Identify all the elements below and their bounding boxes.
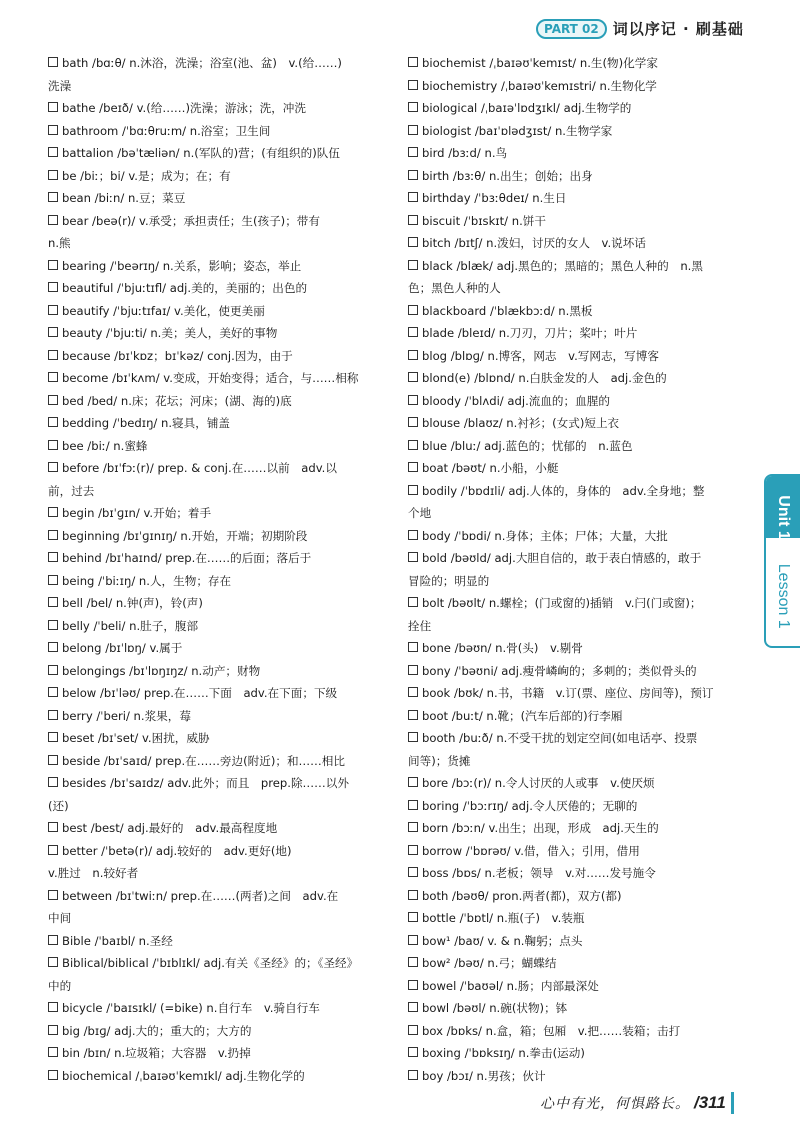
checkbox-icon[interactable] [48,642,58,652]
vocab-entry-continuation [408,502,753,525]
vocab-entry [408,525,753,548]
checkbox-icon[interactable] [48,620,58,630]
entry-text: being /ˈbiːɪŋ/ n.人，生物；存在 [62,573,232,588]
vocab-entry [48,930,393,953]
checkbox-icon[interactable] [408,1025,418,1035]
vocab-entry-continuation [48,795,393,818]
checkbox-icon[interactable] [48,260,58,270]
vocab-entry [408,75,753,98]
checkbox-icon[interactable] [408,485,418,495]
entry-text: beginning /bɪˈɡɪnɪŋ/ n.开始，开端；初期阶段 [62,528,308,543]
vocab-entry [48,682,393,705]
entry-text: biochemist /ˌbaɪəʊˈkemɪst/ n.生(物)化学家 [422,56,658,70]
vocab-entry [48,772,393,795]
entry-text: between /bɪˈtwiːn/ prep.在……(两者)之间 adv.在 [62,888,339,903]
entry-text: Bible /ˈbaɪbl/ n.圣经 [62,933,173,948]
entry-text: birth /bɜːθ/ n.出生；创始；出身 [422,168,593,183]
entry-text: bathe /beɪð/ v.(给……)洗澡；游泳；洗，冲洗 [62,101,306,115]
vocab-entry [48,840,393,863]
vocab-entry [48,120,393,143]
entry-text: boy /bɔɪ/ n.男孩；伙计 [422,1068,546,1083]
entry-text: 拴住 [408,618,432,633]
vocab-entry-continuation [408,750,753,773]
vocab-entry [408,952,753,975]
checkbox-icon[interactable] [48,395,58,405]
entry-text: born /bɔːn/ v.出生；出现，形成 adj.天生的 [422,821,659,835]
entry-text: 前，过去 [48,483,95,498]
checkbox-icon[interactable] [48,710,58,720]
entry-text: body /ˈbɒdi/ n.身体；主体；尸体；大量，大批 [422,528,668,543]
entry-text: bodily /ˈbɒdɪli/ adj.人体的，身体的 adv.全身地；整 [422,483,705,498]
vocab-entry [48,300,393,323]
vocab-entry [408,727,753,750]
vocab-entry [408,412,753,435]
vocab-entry [408,367,753,390]
entry-text: boring /ˈbɔːrɪŋ/ adj.令人厌倦的；无聊的 [422,798,638,813]
checkbox-icon[interactable] [408,192,418,202]
entry-text: beset /bɪˈset/ v.困扰，威胁 [62,731,210,745]
vocab-entry [48,435,393,458]
footer-accent-bar [731,1092,734,1114]
vocab-entry [408,1065,753,1088]
checkbox-icon[interactable] [408,912,418,922]
checkbox-icon[interactable] [48,417,58,427]
entry-text: bell /bel/ n.钟(声)，铃(声) [62,596,203,610]
checkbox-icon[interactable] [48,530,58,540]
checkbox-icon[interactable] [408,665,418,675]
vocab-entry [48,142,393,165]
entry-text: bone /bəʊn/ n.骨(头) v.剔骨 [422,641,583,655]
vocab-entry [48,997,393,1020]
checkbox-icon[interactable] [48,755,58,765]
vocab-entry [48,52,393,75]
checkbox-icon[interactable] [408,732,418,742]
checkbox-icon[interactable] [48,350,58,360]
checkbox-icon[interactable] [48,935,58,945]
checkbox-icon[interactable] [408,417,418,427]
entry-text: bathroom /ˈbɑːθruːm/ n.浴室；卫生间 [62,123,271,138]
entry-text: biochemical /ˌbaɪəʊˈkemɪkl/ adj.生物化学的 [62,1068,305,1083]
entry-text: bearing /ˈbeərɪŋ/ n.关系，影响；姿态，举止 [62,258,302,273]
checkbox-icon[interactable] [408,350,418,360]
checkbox-icon[interactable] [48,372,58,382]
checkbox-icon[interactable] [48,305,58,315]
vocab-entry [48,97,393,120]
vocab-entry [48,322,393,345]
vocab-entry [48,705,393,728]
entry-text: bedding /ˈbedɪŋ/ n.寝具，铺盖 [62,416,231,430]
vocab-entry [408,97,753,120]
page-footer [540,1092,734,1114]
unit-side-tab [764,474,800,648]
entry-text: bear /beə(r)/ v.承受；承担责任；生(孩子)；带有 [62,213,320,228]
entry-text: blue /bluː/ adj.蓝色的；忧郁的 n.蓝色 [422,438,633,453]
checkbox-icon[interactable] [48,192,58,202]
vocab-entry-continuation [48,75,393,98]
entry-text: bean /biːn/ n.豆；菜豆 [62,191,186,205]
entry-text: 中间 [48,911,72,925]
entry-text: because /bɪˈkɒz；bɪˈkəz/ conj.因为，由于 [62,348,293,363]
entry-text: bed /bed/ n.床；花坛；河床；(湖、海的)底 [62,393,292,408]
vocab-entry [48,187,393,210]
entry-text: bicycle /ˈbaɪsɪkl/ (=bike) n.自行车 v.骑自行车 [62,1001,320,1015]
vocab-entry [408,817,753,840]
entry-text: (还) [48,798,69,813]
entry-text: 色；黑色人种的人 [408,281,501,295]
vocab-entry [408,997,753,1020]
checkbox-icon[interactable] [48,215,58,225]
vocab-entry [408,255,753,278]
vocab-entry [408,142,753,165]
entry-text: biological /ˌbaɪəˈlɒdʒɪkl/ adj.生物学的 [422,101,632,115]
vocab-entry [408,907,753,930]
checkbox-icon[interactable] [48,462,58,472]
vocab-entry [408,660,753,683]
vocab-entry-continuation [408,570,753,593]
checkbox-icon[interactable] [48,552,58,562]
vocab-entry [48,727,393,750]
checkbox-icon[interactable] [408,867,418,877]
entry-text: bloody /ˈblʌdi/ adj.流血的；血腥的 [422,393,610,408]
entry-text: belong /bɪˈlɒŋ/ v.属于 [62,641,183,655]
checkbox-icon[interactable] [408,777,418,787]
entry-text: booth /buːð/ n.不受干扰的划定空间(如电话亭、投票 [422,731,698,745]
entry-text: become /bɪˈkʌm/ v.变成，开始变得；适合，与……相称 [62,371,359,385]
entry-text: beauty /ˈbjuːti/ n.美；美人，美好的事物 [62,326,278,340]
entry-text: biscuit /ˈbɪskɪt/ n.饼干 [422,213,546,228]
vocab-entry [48,1065,393,1088]
vocab-entry [408,840,753,863]
entry-text: Biblical/biblical /ˈbɪblɪkl/ adj.有关《圣经》的；《圣经》 [62,956,359,970]
vocab-entry [408,975,753,998]
entry-text: boot /buːt/ n.靴；(汽车后部的)行李厢 [422,708,623,723]
vocab-entry [48,210,393,233]
entry-text: bird /bɜːd/ n.鸟 [422,146,508,160]
checkbox-icon[interactable] [48,687,58,697]
checkbox-icon[interactable] [48,822,58,832]
vocab-entry-continuation [48,975,393,998]
vocab-entry-continuation [48,232,393,255]
checkbox-icon[interactable] [48,170,58,180]
vocab-entry [408,120,753,143]
entry-text: bony /ˈbəʊni/ adj.瘦骨嶙峋的；多刺的；类似骨头的 [422,663,697,678]
entry-text: v.胜过 n.较好者 [48,866,139,880]
checkbox-icon[interactable] [48,1070,58,1080]
entry-text: berry /ˈberi/ n.浆果，莓 [62,708,191,723]
checkbox-icon[interactable] [48,890,58,900]
vocab-entry [48,1020,393,1043]
checkbox-icon[interactable] [408,170,418,180]
entry-text: bitch /bɪtʃ/ n.泼妇，讨厌的女人 v.说坏话 [422,236,646,250]
vocab-entry [48,885,393,908]
vocab-entry [408,345,753,368]
lesson-label: Lesson 1 [775,563,792,629]
entry-text: bath /bɑːθ/ n.沐浴，洗澡；浴室(池、盆) v.(给……) [62,56,342,70]
checkbox-icon[interactable] [408,980,418,990]
checkbox-icon[interactable] [408,642,418,652]
vocab-entry [48,660,393,683]
vocab-entry-continuation [48,862,393,885]
entry-text: n.熊 [48,236,71,250]
entry-text: boxing /ˈbɒksɪŋ/ n.拳击(运动) [422,1046,585,1060]
vocab-entry [408,547,753,570]
entry-text: 洗澡 [48,78,72,93]
checkbox-icon[interactable] [408,327,418,337]
checkbox-icon[interactable] [48,282,58,292]
checkbox-icon[interactable] [408,80,418,90]
checkbox-icon[interactable] [408,687,418,697]
vocab-entry [408,165,753,188]
checkbox-icon[interactable] [48,440,58,450]
entry-text: bold /bəʊld/ adj.大胆自信的，敢于表白情感的，敢于 [422,551,702,565]
entry-text: birthday /ˈbɜːθdeɪ/ n.生日 [422,191,567,205]
checkbox-icon[interactable] [48,732,58,742]
entry-text: bin /bɪn/ n.垃圾箱；大容器 v.扔掉 [62,1046,251,1060]
entry-text: below /bɪˈləʊ/ prep.在……下面 adv.在下面；下级 [62,686,338,700]
unit-label: Unit 11 [775,495,792,548]
entry-text: belongings /bɪˈlɒŋɪŋz/ n.动产；财物 [62,663,261,678]
checkbox-icon[interactable] [408,890,418,900]
vocab-entry [48,817,393,840]
checkbox-icon[interactable] [408,530,418,540]
vocab-entry [408,637,753,660]
vocab-entry [408,480,753,503]
checkbox-icon[interactable] [48,575,58,585]
left-column [48,52,393,1087]
entry-text: blackboard /ˈblækbɔːd/ n.黑板 [422,303,593,318]
checkbox-icon[interactable] [48,102,58,112]
entry-text: big /bɪɡ/ adj.大的；重大的；大方的 [62,1023,252,1038]
entry-text: beautiful /ˈbjuːtɪfl/ adj.美的，美丽的；出色的 [62,281,308,295]
vocab-entry [408,1020,753,1043]
page-title: 词以序记 · 刷基础 [612,20,744,38]
vocab-entry [48,502,393,525]
entry-text: black /blæk/ adj.黑色的；黑暗的；黑色人种的 n.黑 [422,258,703,273]
vocab-entry [48,637,393,660]
vocab-entry-continuation [48,907,393,930]
vocab-entry [408,232,753,255]
entry-text: behind /bɪˈhaɪnd/ prep.在……的后面；落后于 [62,551,312,565]
entry-text: before /bɪˈfɔː(r)/ prep. & conj.在……以前 adv.以 [62,461,337,475]
vocab-entry [48,165,393,188]
checkbox-icon[interactable] [408,305,418,315]
entry-text: book /bʊk/ n.书，书籍 v.订(票、座位、房间等)，预订 [422,686,714,700]
entry-text: bee /biː/ n.蜜蜂 [62,438,148,453]
checkbox-icon[interactable] [48,777,58,787]
vocab-entry [408,682,753,705]
unit-tab-text [774,495,792,628]
entry-text: 个地 [408,506,432,520]
checkbox-icon[interactable] [408,237,418,247]
vocab-entry [408,1042,753,1065]
checkbox-icon[interactable] [408,552,418,562]
checkbox-icon[interactable] [408,440,418,450]
entry-text: 间等)；货摊 [408,753,471,768]
checkbox-icon[interactable] [408,1047,418,1057]
vocab-entry [48,750,393,773]
checkbox-icon[interactable] [48,1025,58,1035]
vocab-entry [48,547,393,570]
checkbox-icon[interactable] [48,1002,58,1012]
checkbox-icon[interactable] [408,957,418,967]
vocab-entry [408,300,753,323]
vocab-entry [48,390,393,413]
checkbox-icon[interactable] [48,665,58,675]
vocab-entry [408,390,753,413]
entry-text: be /biː；bi/ v.是；成为；在；有 [62,168,231,183]
checkbox-icon[interactable] [408,372,418,382]
page-header [536,18,744,39]
vocab-entry [48,952,393,975]
checkbox-icon[interactable] [408,215,418,225]
checkbox-icon[interactable] [48,125,58,135]
footer-motto: 心中有光，何惧路长。 [540,1096,690,1112]
entry-text: begin /bɪˈɡɪn/ v.开始；着手 [62,506,212,520]
vocab-entry [48,255,393,278]
entry-text: bowl /bəʊl/ n.碗(状物)；钵 [422,1001,568,1015]
checkbox-icon[interactable] [408,57,418,67]
part-badge: PART 02 [536,19,607,39]
entry-text: blade /bleɪd/ n.刀刃，刀片；桨叶；叶片 [422,326,638,340]
vocab-entry [48,345,393,368]
vocab-entry [48,412,393,435]
vocab-entry [408,795,753,818]
vocab-entry [408,435,753,458]
vocab-entry [48,1042,393,1065]
checkbox-icon[interactable] [48,57,58,67]
entry-text: besides /bɪˈsaɪdz/ adv.此外；而且 prep.除……以外 [62,776,349,790]
vocab-entry-continuation [408,277,753,300]
vocab-entry [48,457,393,480]
checkbox-icon[interactable] [408,462,418,472]
entry-text: beside /bɪˈsaɪd/ prep.在……旁边(附近)；和……相比 [62,753,345,768]
entry-text: blond(e) /blɒnd/ n.白肤金发的人 adj.金色的 [422,371,667,385]
checkbox-icon[interactable] [48,957,58,967]
vocab-entry [48,615,393,638]
entry-text: borrow /ˈbɒrəʊ/ v.借，借入；引用，借用 [422,843,640,858]
vocab-entry [408,930,753,953]
entry-text: belly /ˈbeli/ n.肚子，腹部 [62,618,199,633]
vocab-entry [48,525,393,548]
entry-text: both /bəʊθ/ pron.两者(都)，双方(都) [422,888,622,903]
checkbox-icon[interactable] [408,845,418,855]
checkbox-icon[interactable] [408,395,418,405]
checkbox-icon[interactable] [408,260,418,270]
entry-text: better /ˈbetə(r)/ adj.较好的 adv.更好(地) [62,843,292,858]
entry-text: 中的 [48,978,72,993]
entry-text: battalion /bəˈtæliən/ n.(军队的)营；(有组织的)队伍 [62,146,340,160]
vocab-entry-continuation [48,480,393,503]
checkbox-icon[interactable] [48,147,58,157]
checkbox-icon[interactable] [408,710,418,720]
checkbox-icon[interactable] [408,800,418,810]
entry-text: bolt /bəʊlt/ n.螺栓；(门或窗的)插销 v.闩(门或窗)； [422,596,702,610]
checkbox-icon[interactable] [48,507,58,517]
vocab-entry [408,592,753,615]
vocab-entry [408,862,753,885]
right-column [408,52,753,1087]
checkbox-icon[interactable] [48,327,58,337]
vocab-entry [408,187,753,210]
vocab-entry [408,322,753,345]
entry-text: best /best/ adj.最好的 adv.最高程度地 [62,821,278,835]
entry-text: bowel /ˈbaʊəl/ n.肠；内部最深处 [422,978,599,993]
entry-text: biochemistry /ˌbaɪəʊˈkemɪstri/ n.生物化学 [422,78,657,93]
checkbox-icon[interactable] [408,102,418,112]
vocab-entry [48,277,393,300]
checkbox-icon[interactable] [408,125,418,135]
page-number: /311 [694,1093,726,1112]
vocab-entry [48,592,393,615]
checkbox-icon[interactable] [48,845,58,855]
vocab-entry [408,52,753,75]
checkbox-icon[interactable] [408,1070,418,1080]
entry-text: box /bɒks/ n.盒，箱；包厢 v.把……装箱；击打 [422,1023,681,1038]
entry-text: bottle /ˈbɒtl/ n.瓶(子) v.装瓶 [422,911,585,925]
vocab-entry [408,457,753,480]
vocab-entry-continuation [408,615,753,638]
vocab-entry [408,885,753,908]
checkbox-icon[interactable] [408,1002,418,1012]
checkbox-icon[interactable] [408,935,418,945]
checkbox-icon[interactable] [408,147,418,157]
entry-text: biologist /baɪˈɒlədʒɪst/ n.生物学家 [422,123,613,138]
entry-text: bow¹ /baʊ/ v. & n.鞠躬；点头 [422,933,583,948]
entry-text: bow² /bəʊ/ n.弓；蝴蝶结 [422,956,557,970]
entry-text: blog /blɒɡ/ n.博客，网志 v.写网志，写博客 [422,348,659,363]
vocab-entry [408,772,753,795]
entry-text: blouse /blaʊz/ n.衬衫；(女式)短上衣 [422,416,620,430]
entry-text: bore /bɔː(r)/ n.令人讨厌的人或事 v.使厌烦 [422,776,655,790]
checkbox-icon[interactable] [408,822,418,832]
checkbox-icon[interactable] [48,1047,58,1057]
vocab-entry [408,705,753,728]
entry-text: beautify /ˈbjuːtɪfaɪ/ v.美化，使更美丽 [62,303,265,318]
entry-text: boss /bɒs/ n.老板；领导 v.对……发号施令 [422,866,656,880]
vocab-entry [48,367,393,390]
vocab-entry [408,210,753,233]
entry-text: 冒险的；明显的 [408,573,490,588]
vocab-entry [48,570,393,593]
checkbox-icon[interactable] [408,597,418,607]
entry-text: boat /bəʊt/ n.小船，小艇 [422,461,559,475]
checkbox-icon[interactable] [48,597,58,607]
